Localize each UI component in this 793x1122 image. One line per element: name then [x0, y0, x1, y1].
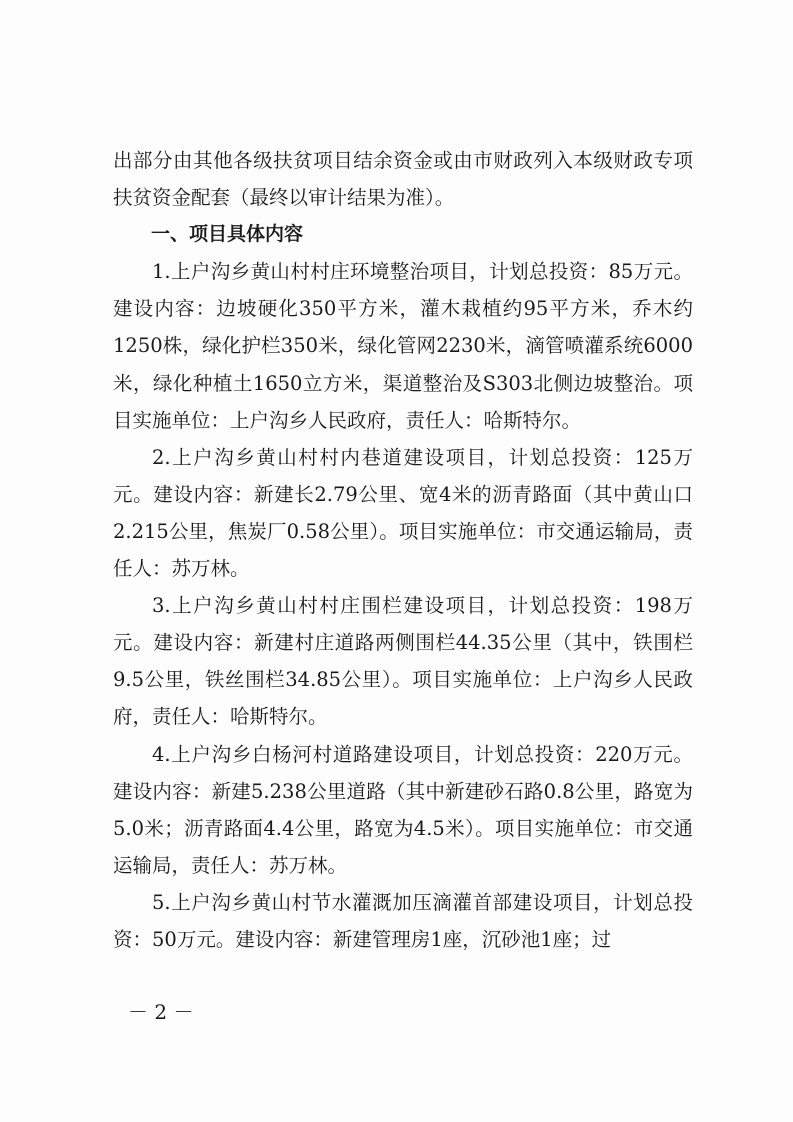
paragraph-continuation: 出部分由其他各级扶贫项目结余资金或由市财政列入本级财政专项扶贫资金配套（最终以审计结果为准）。: [113, 149, 693, 210]
project-item-2: 2.上户沟乡黄山村村内巷道建设项目，计划总投资：125万元。建设内容：新建长2.79公里、宽4米的沥青路面（其中黄山口2.215公里，焦炭厂0.58公里）。项目实施单位：市交通运输局，责任人：苏万林。: [113, 445, 693, 581]
project-item-3: 3.上户沟乡黄山村村庄围栏建设项目，计划总投资：198万元。建设内容：新建村庄道路两侧围栏44.35公里（其中，铁围栏9.5公里，铁丝围栏34.85公里）。项目实施单位：上户沟乡人民政府，责任人：哈斯特尔。: [113, 594, 693, 729]
section-heading: 一、项目具体内容: [151, 223, 304, 246]
project-item-1: 1.上户沟乡黄山村村庄环境整治项目，计划总投资：85万元。建设内容：边坡硬化350平方米，灌木栽植约95平方米，乔木约1250株，绿化护栏350米，绿化管网2230米，滴管喷灌系统6000米，绿化种植土1650立方米，渠道整治及S303北侧边坡整治。项目实施单位：上户沟乡人民政府，责任人：哈斯特尔。: [113, 260, 693, 432]
project-item-5: 5.上户沟乡黄山村节水灌溉加压滴灌首部建设项目，计划总投资：50万元。建设内容：新建管理房1座，沉砂池1座；过: [113, 890, 693, 951]
document-body: [113, 142, 693, 958]
project-item-4: 4.上户沟乡白杨河村道路建设项目，计划总投资：220万元。建设内容：新建5.238公里道路（其中新建砂石路0.8公里，路宽为5.0米；沥青路面4.4公里，路宽为4.5米）。项目实施单位：市交通运输局，责任人：苏万林。: [113, 742, 693, 877]
page-number: － 2 －: [128, 1000, 194, 1024]
